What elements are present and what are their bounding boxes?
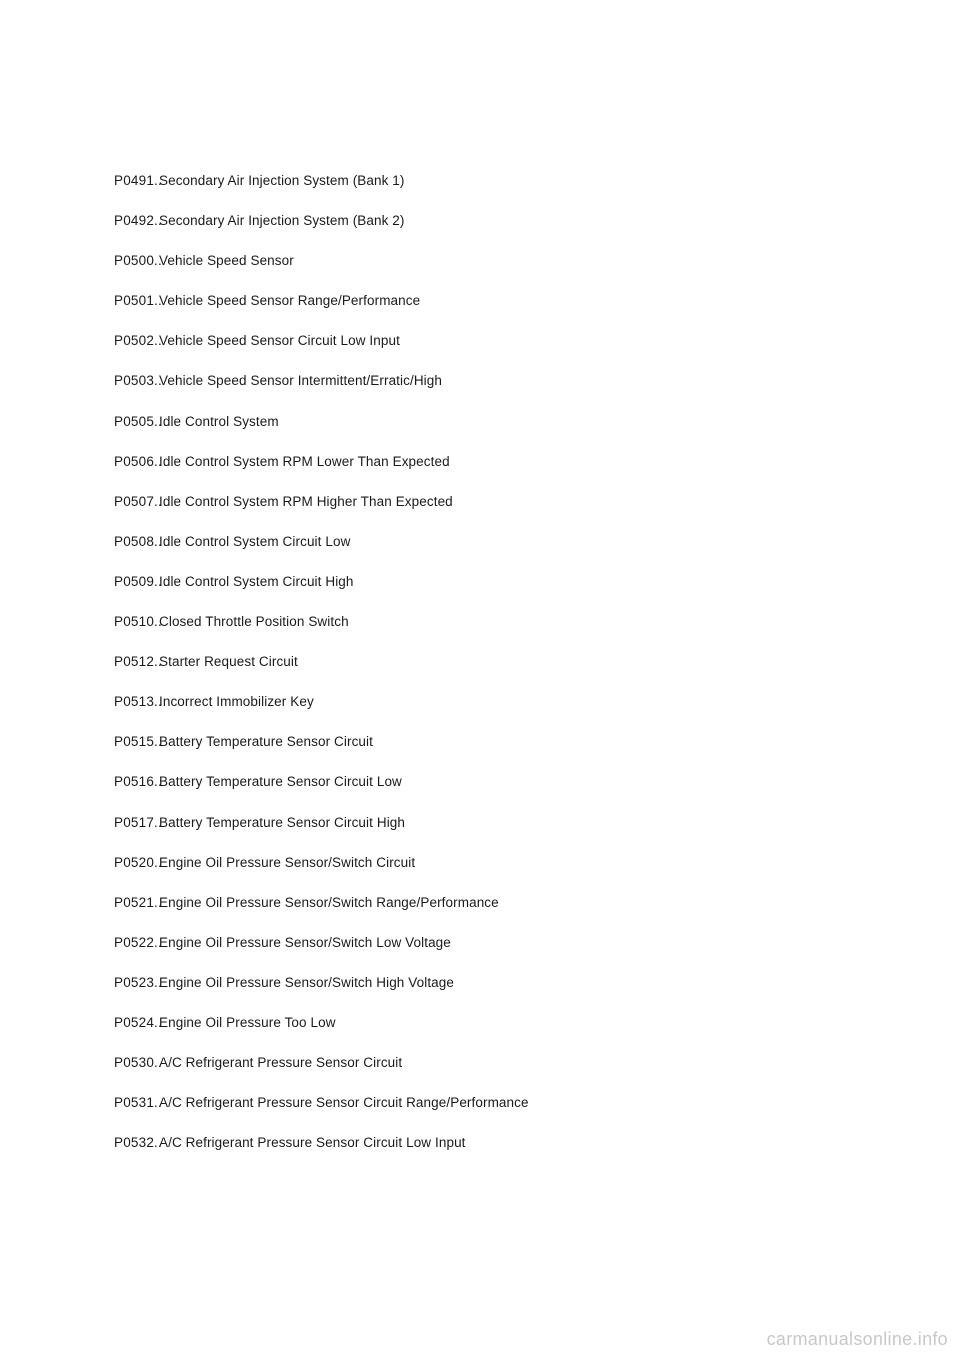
trouble-code: P0517.. xyxy=(114,814,162,830)
code-row xyxy=(114,769,874,809)
trouble-code: P0503.. xyxy=(114,373,162,389)
trouble-code: P0531.. xyxy=(114,1095,162,1111)
trouble-code: P0515.. xyxy=(114,734,162,750)
code-row xyxy=(114,569,874,609)
trouble-code: P0502.. xyxy=(114,333,162,349)
code-description: Engine Oil Pressure Sensor/Switch Circuit xyxy=(159,854,416,870)
code-description: Engine Oil Pressure Sensor/Switch Range/Performance xyxy=(159,894,499,910)
code-description: Vehicle Speed Sensor Intermittent/Erratic/High xyxy=(159,373,442,389)
code-row xyxy=(114,449,874,489)
code-row xyxy=(114,1130,874,1170)
trouble-code: P0513.. xyxy=(114,694,162,710)
code-description: Idle Control System RPM Lower Than Expected xyxy=(159,453,450,469)
code-description: Battery Temperature Sensor Circuit Low xyxy=(159,774,402,790)
code-row xyxy=(114,609,874,649)
code-description: A/C Refrigerant Pressure Sensor Circuit Low Input xyxy=(159,1135,466,1151)
code-row xyxy=(114,368,874,408)
trouble-code: P0510.. xyxy=(114,614,162,630)
trouble-code: P0506.. xyxy=(114,453,162,469)
code-row xyxy=(114,529,874,569)
code-row xyxy=(114,890,874,930)
code-description: Secondary Air Injection System (Bank 1) xyxy=(159,173,405,188)
code-description: Idle Control System xyxy=(159,413,279,429)
trouble-code: P0524.. xyxy=(114,1014,162,1030)
code-row xyxy=(114,970,874,1010)
code-description: Closed Throttle Position Switch xyxy=(159,614,349,630)
site-watermark[interactable]: carmanualsonline.info xyxy=(766,1329,948,1349)
code-description: Vehicle Speed Sensor xyxy=(159,253,294,269)
trouble-code-list xyxy=(114,168,874,1170)
trouble-code: P0509.. xyxy=(114,573,162,589)
code-row xyxy=(114,689,874,729)
code-description: Idle Control System Circuit High xyxy=(159,573,354,589)
code-row xyxy=(114,328,874,368)
trouble-code: P0523.. xyxy=(114,974,162,990)
code-row xyxy=(114,248,874,288)
trouble-code: P0505.. xyxy=(114,413,162,429)
code-row xyxy=(114,409,874,449)
code-row xyxy=(114,850,874,890)
code-description: A/C Refrigerant Pressure Sensor Circuit Range/Performance xyxy=(159,1095,529,1111)
code-description: Starter Request Circuit xyxy=(159,654,298,670)
code-row xyxy=(114,489,874,529)
code-description: Idle Control System RPM Higher Than Expected xyxy=(159,493,453,509)
trouble-code: P0492.. xyxy=(114,213,162,229)
trouble-code: P0508.. xyxy=(114,533,162,549)
code-description: Battery Temperature Sensor Circuit xyxy=(159,734,373,750)
code-row xyxy=(114,729,874,769)
trouble-code: P0512.. xyxy=(114,654,162,670)
code-row xyxy=(114,1010,874,1050)
trouble-code: P0530.. xyxy=(114,1055,162,1071)
code-description: Engine Oil Pressure Too Low xyxy=(159,1014,336,1030)
code-row xyxy=(114,208,874,248)
code-description: A/C Refrigerant Pressure Sensor Circuit xyxy=(159,1055,403,1071)
trouble-code: P0491.. xyxy=(114,173,162,188)
code-description: Engine Oil Pressure Sensor/Switch High Voltage xyxy=(159,974,455,990)
code-description: Incorrect Immobilizer Key xyxy=(159,694,314,710)
trouble-code: P0507.. xyxy=(114,493,162,509)
trouble-code: P0522.. xyxy=(114,934,162,950)
trouble-code: P0521.. xyxy=(114,894,162,910)
code-row xyxy=(114,810,874,850)
code-row xyxy=(114,1090,874,1130)
code-description: Engine Oil Pressure Sensor/Switch Low Voltage xyxy=(159,934,451,950)
trouble-code: P0532.. xyxy=(114,1135,162,1151)
trouble-code: P0500.. xyxy=(114,253,162,269)
code-row xyxy=(114,930,874,970)
code-row xyxy=(114,168,874,208)
trouble-code: P0501.. xyxy=(114,293,162,309)
code-row xyxy=(114,288,874,328)
code-row xyxy=(114,1050,874,1090)
trouble-code: P0516.. xyxy=(114,774,162,790)
code-description: Vehicle Speed Sensor Range/Performance xyxy=(159,293,421,309)
trouble-code: P0520.. xyxy=(114,854,162,870)
code-description: Secondary Air Injection System (Bank 2) xyxy=(159,213,405,229)
code-description: Battery Temperature Sensor Circuit High xyxy=(159,814,406,830)
code-row xyxy=(114,649,874,689)
code-description: Idle Control System Circuit Low xyxy=(159,533,351,549)
code-description: Vehicle Speed Sensor Circuit Low Input xyxy=(159,333,400,349)
